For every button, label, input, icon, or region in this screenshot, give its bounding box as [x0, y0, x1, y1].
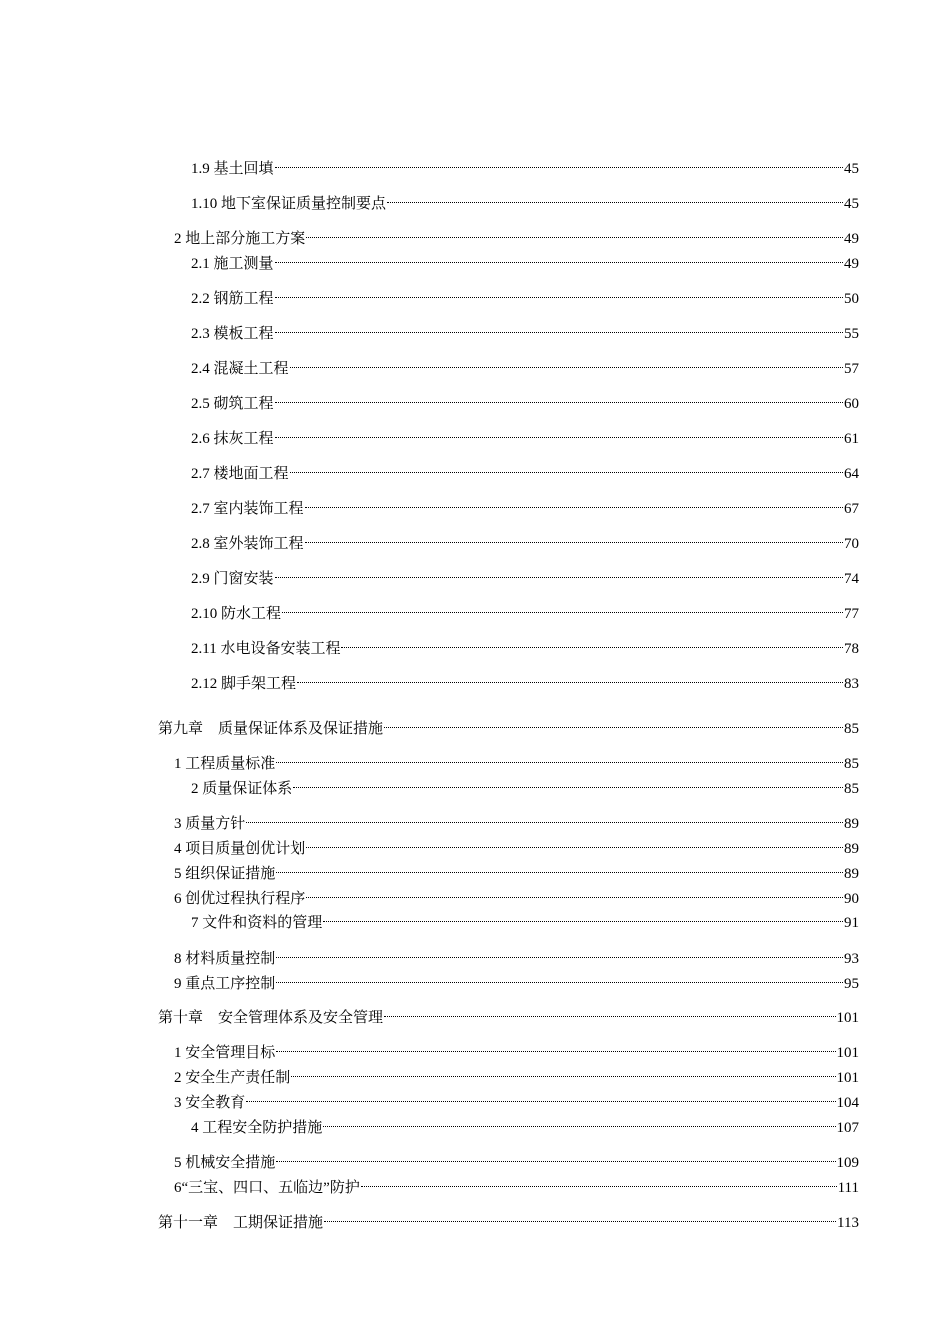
toc-page-number: 45 — [844, 196, 859, 212]
toc-entry-title: 2 安全生产责任制 — [174, 1070, 291, 1086]
toc-dot-leader — [305, 526, 843, 548]
toc-page-number: 64 — [844, 466, 859, 482]
toc-dot-leader — [282, 596, 843, 618]
toc-entry-title: 第十章 安全管理体系及安全管理 — [158, 1010, 384, 1026]
toc-page-number: 109 — [836, 1155, 859, 1171]
toc-entry-title: 6 创优过程执行程序 — [174, 891, 306, 907]
toc-dot-leader — [305, 491, 843, 513]
toc-entry-title: 2 质量保证体系 — [191, 781, 293, 797]
toc-entry-title: 1 安全管理目标 — [174, 1045, 276, 1061]
toc-entry[interactable] — [191, 526, 859, 552]
toc-chapter-entry[interactable] — [158, 1000, 859, 1026]
toc-entry-title: 2.2 钢筋工程 — [191, 291, 274, 307]
toc-dot-leader — [276, 966, 843, 988]
toc-entry[interactable] — [191, 666, 859, 692]
toc-entry[interactable] — [174, 941, 859, 967]
toc-page-number: 107 — [836, 1120, 859, 1136]
toc-entry[interactable] — [174, 221, 859, 247]
toc-dot-leader — [323, 905, 843, 927]
toc-entry-title: 2.8 室外装饰工程 — [191, 536, 304, 552]
toc-entry[interactable] — [191, 151, 859, 177]
toc-entry[interactable] — [191, 316, 859, 342]
toc-entry-title: 2.10 防水工程 — [191, 606, 282, 622]
toc-entry-title: 6“三宝、四口、五临边”防护 — [174, 1180, 360, 1196]
toc-entry[interactable] — [191, 456, 859, 482]
toc-dot-leader — [290, 351, 843, 373]
toc-entry[interactable] — [191, 1110, 859, 1136]
toc-entry[interactable] — [174, 1085, 859, 1111]
toc-dot-leader — [276, 1035, 835, 1057]
toc-entry-title: 1 工程质量标准 — [174, 756, 276, 772]
toc-entry[interactable] — [191, 186, 859, 212]
toc-entry[interactable] — [174, 806, 859, 832]
toc-entry-title: 9 重点工序控制 — [174, 976, 276, 992]
toc-dot-leader — [306, 221, 843, 243]
toc-entry[interactable] — [174, 1170, 859, 1196]
toc-entry-title: 5 机械安全措施 — [174, 1155, 276, 1171]
toc-page-number: 101 — [836, 1010, 859, 1026]
toc-entry-title: 2.6 抹灰工程 — [191, 431, 274, 447]
toc-entry-title: 2.5 砌筑工程 — [191, 396, 274, 412]
toc-dot-leader — [324, 1205, 836, 1227]
toc-dot-leader — [306, 881, 843, 903]
toc-entry[interactable] — [191, 905, 859, 931]
toc-entry-title: 第九章 质量保证体系及保证措施 — [158, 721, 384, 737]
toc-entry[interactable] — [174, 1035, 859, 1061]
toc-page-number: 89 — [844, 866, 859, 882]
toc-dot-leader — [323, 1110, 835, 1132]
toc-entry-title: 5 组织保证措施 — [174, 866, 276, 882]
toc-page-number: 93 — [844, 951, 859, 967]
toc-chapter-entry[interactable] — [158, 1205, 859, 1231]
toc-entry-title: 3 质量方针 — [174, 816, 246, 832]
toc-page-number: 113 — [837, 1215, 859, 1231]
toc-dot-leader — [306, 831, 843, 853]
toc-dot-leader — [275, 561, 843, 583]
toc-page-number: 89 — [844, 816, 859, 832]
toc-page-number: 78 — [844, 641, 859, 657]
toc-entry-title: 7 文件和资料的管理 — [191, 915, 323, 931]
toc-dot-leader — [275, 386, 843, 408]
toc-entry-title: 第十一章 工期保证措施 — [158, 1215, 324, 1231]
toc-entry[interactable] — [191, 491, 859, 517]
toc-entry[interactable] — [191, 631, 859, 657]
toc-entry-title: 2.7 室内装饰工程 — [191, 501, 304, 517]
toc-page-number: 104 — [836, 1095, 859, 1111]
toc-entry[interactable] — [174, 881, 859, 907]
toc-page-number: 74 — [844, 571, 859, 587]
toc-dot-leader — [246, 806, 843, 828]
toc-page-number: 57 — [844, 361, 859, 377]
toc-page-number: 77 — [844, 606, 859, 622]
toc-entry[interactable] — [174, 1060, 859, 1086]
toc-entry[interactable] — [191, 281, 859, 307]
toc-page-number: 95 — [844, 976, 859, 992]
toc-entry-title: 8 材料质量控制 — [174, 951, 276, 967]
toc-dot-leader — [275, 246, 843, 268]
toc-entry[interactable] — [191, 351, 859, 377]
toc-dot-leader — [387, 186, 843, 208]
toc-entry-title: 2.9 门窗安装 — [191, 571, 274, 587]
toc-entry[interactable] — [174, 746, 859, 772]
toc-page-number: 55 — [844, 326, 859, 342]
toc-page-number: 91 — [844, 915, 859, 931]
toc-entry-title: 1.10 地下室保证质量控制要点 — [191, 196, 387, 212]
toc-page-number: 101 — [836, 1070, 859, 1086]
toc-entry-title: 2.7 楼地面工程 — [191, 466, 289, 482]
toc-dot-leader — [275, 281, 843, 303]
toc-entry[interactable] — [191, 596, 859, 622]
toc-entry-title: 1.9 基土回填 — [191, 161, 274, 177]
toc-entry[interactable] — [191, 246, 859, 272]
toc-dot-leader — [384, 711, 843, 733]
toc-page-number: 67 — [844, 501, 859, 517]
toc-dot-leader — [275, 151, 843, 173]
toc-page-number: 61 — [844, 431, 859, 447]
toc-page-number: 49 — [844, 231, 859, 247]
toc-page-number: 85 — [844, 756, 859, 772]
toc-entry-title: 2.12 脚手架工程 — [191, 676, 297, 692]
toc-page-number: 90 — [844, 891, 859, 907]
toc-dot-leader — [290, 456, 843, 478]
toc-entry-title: 4 项目质量创优计划 — [174, 841, 306, 857]
toc-page-number: 89 — [844, 841, 859, 857]
toc-dot-leader — [246, 1085, 835, 1107]
toc-entry[interactable] — [174, 831, 859, 857]
toc-dot-leader — [297, 666, 843, 688]
toc-entry-title: 3 安全教育 — [174, 1095, 246, 1111]
toc-entry-title: 4 工程安全防护措施 — [191, 1120, 323, 1136]
toc-entry[interactable] — [174, 856, 859, 882]
toc-page-number: 60 — [844, 396, 859, 412]
toc-dot-leader — [276, 941, 843, 963]
toc-entry-title: 2 地上部分施工方案 — [174, 231, 306, 247]
toc-page-number: 83 — [844, 676, 859, 692]
toc-entry[interactable] — [191, 561, 859, 587]
toc-dot-leader — [293, 771, 843, 793]
toc-dot-leader — [341, 631, 843, 653]
toc-entry[interactable] — [191, 771, 859, 797]
toc-dot-leader — [275, 316, 843, 338]
toc-dot-leader — [276, 1145, 835, 1167]
toc-page-number: 45 — [844, 161, 859, 177]
toc-entry[interactable] — [191, 421, 859, 447]
toc-page-number: 85 — [844, 721, 859, 737]
toc-dot-leader — [276, 856, 843, 878]
toc-dot-leader — [276, 746, 843, 768]
toc-entry-title: 2.3 模板工程 — [191, 326, 274, 342]
toc-page-number: 85 — [844, 781, 859, 797]
toc-dot-leader — [275, 421, 843, 443]
toc-page-number: 49 — [844, 256, 859, 272]
toc-page-number: 50 — [844, 291, 859, 307]
toc-entry[interactable] — [191, 386, 859, 412]
toc-page-number: 70 — [844, 536, 859, 552]
toc-page-number: 101 — [836, 1045, 859, 1061]
toc-dot-leader — [361, 1170, 837, 1192]
toc-entry[interactable] — [174, 1145, 859, 1171]
toc-chapter-entry[interactable] — [158, 711, 859, 737]
toc-dot-leader — [291, 1060, 835, 1082]
toc-entry[interactable] — [174, 966, 859, 992]
toc-entry-title: 2.4 混凝土工程 — [191, 361, 289, 377]
toc-dot-leader — [384, 1000, 835, 1022]
toc-page-number: 111 — [837, 1180, 859, 1196]
toc-entry-title: 2.11 水电设备安装工程 — [191, 641, 341, 657]
toc-entry-title: 2.1 施工测量 — [191, 256, 274, 272]
